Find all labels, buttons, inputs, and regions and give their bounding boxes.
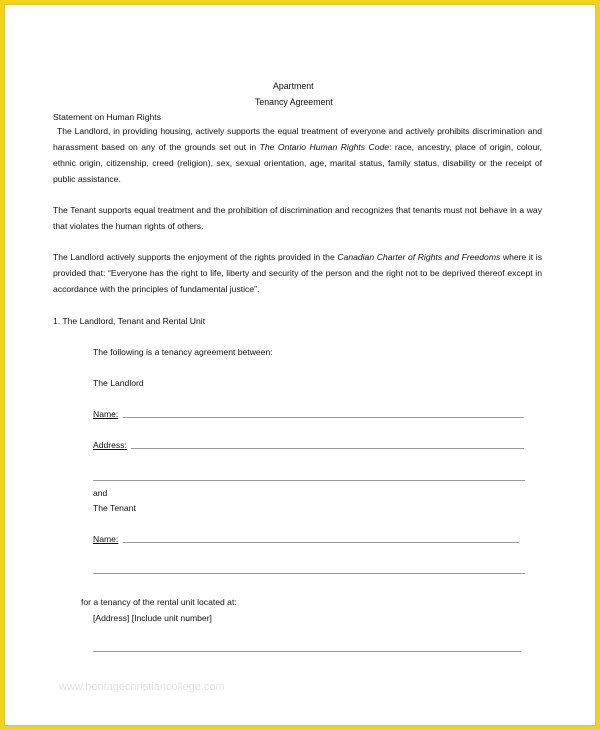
and-label: and [93,488,108,498]
tenant-name-label: Name: [93,534,119,544]
p1-text-part1: The Landlord, in providing housing, actively supports the equal treatment of everyone and actively prohibits discrimination and harassment based on any of the grounds set out in [53,126,542,152]
section-1-heading: 1. The Landlord, Tenant and Rental Unit [53,316,206,326]
tenant-name-line[interactable] [123,542,519,543]
tenant-name-line-2[interactable] [93,573,525,574]
p3-italic-charter: Canadian Charter of Rights and Freedoms [337,252,501,262]
section-heading-human-rights: Statement on Human Rights [53,112,161,122]
landlord-name-label: Name: [93,409,119,419]
rental-unit-intro: for a tenancy of the rental unit located at: [81,597,237,607]
document-title-line2: Tenancy Agreement [255,97,333,107]
paragraph-tenant-equal-treatment: The Tenant supports equal treatment and the prohibition of discrimination and recognizes that tenants must not behave in a way that violates the human rights of others. [53,205,542,231]
tenant-label: The Tenant [93,503,136,513]
rental-address-placeholder: [Address] [Include unit number] [93,613,212,623]
rental-address-line[interactable] [93,651,521,652]
landlord-address-label: Address: [93,440,127,450]
landlord-address-line-2[interactable] [93,480,525,481]
agreement-intro: The following is a tenancy agreement between: [93,347,273,357]
p3-text-part1: The Landlord actively supports the enjoyment of the rights provided in the [53,252,338,262]
p1-italic-ontario-code: The Ontario Human Rights Code [259,142,390,152]
p3-text-part2: where it is provided that: “Everyone has the right to life, liberty and security of the person and the right not to be deprived thereof except in accordance with the principles of fundamental justice”. [53,252,542,294]
landlord-name-line[interactable] [123,417,524,418]
paragraph-human-rights-code [53,123,542,187]
landlord-address-line[interactable] [131,448,524,449]
p1-text-part2: : race, ancestry, place of origin, colour, ethnic origin, citizenship, creed (religion), sex, sexual orientation, age, marital status, family status, disability or the receipt of public assistance. [53,142,543,184]
document-page [4,4,596,726]
watermark-text: www.heritagechristiancollege.com [59,681,225,693]
landlord-label: The Landlord [93,378,144,388]
document-title-line1: Apartment [273,81,314,91]
paragraph-charter-rights [53,249,542,297]
